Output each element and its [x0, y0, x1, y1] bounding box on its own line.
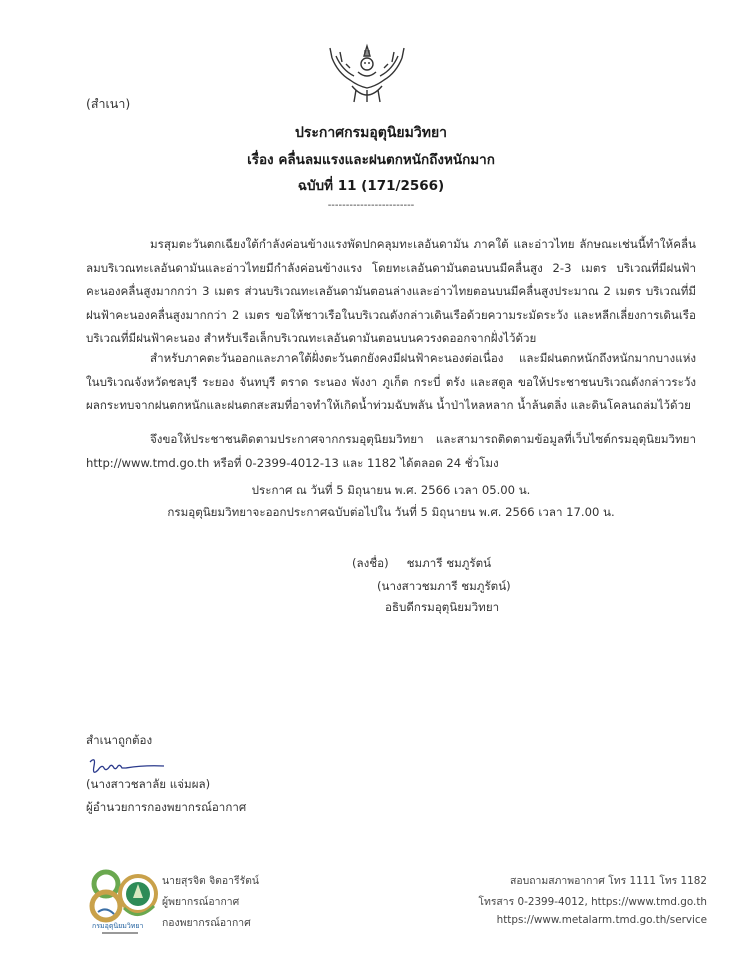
issue-number: ฉบับที่ 11 (171/2566) — [297, 178, 445, 194]
fax-and-website[interactable]: โทรสาร 0-2399-4012, https://www.tmd.go.th — [478, 896, 707, 908]
division-name: กองพยากรณ์อากาศ — [162, 917, 251, 929]
forecaster-name: นายสุรจิต จิตอารีรัตน์ — [162, 875, 260, 887]
signed-name: ชมภารี ชมภูรัตน์ — [406, 556, 492, 570]
paragraph-text: จึงขอให้ประชาชนติดตามประกาศจากกรมอุตุนิยมวิทยา และสามารถติดตามข้อมูลที่เว็บไซต์กรมอุตุนิยมวิทยา http://www.tmd.go.th หรือที่ 0-2399-4012-13 และ 1182 ได้ตลอด 24 ชั่วโมง — [86, 432, 696, 470]
announcement-title: ประกาศกรมอุตุนิยมวิทยา — [294, 125, 448, 141]
handwritten-signature-icon — [86, 756, 166, 778]
paragraph-wind-waves — [86, 233, 696, 351]
divider: ------------------------ — [327, 200, 415, 211]
certifier-name: (นางสาวชลาลัย แจ่มผล) — [86, 777, 211, 791]
garuda-emblem-icon — [312, 28, 422, 104]
paragraph-heavy-rain — [86, 347, 696, 418]
paragraph-follow-updates — [86, 428, 696, 475]
logo-text: กรมอุตุนิยมวิทยา — [92, 922, 144, 930]
signatory-full-name: (นางสาวชมภารี ชมภูรัตน์) — [377, 579, 511, 593]
certifier-position: ผู้อำนวยการกองพยากรณ์อากาศ — [86, 800, 247, 814]
paragraph-text: มรสุมตะวันตกเฉียงใต้กำลังค่อนข้างแรงพัดปกคลุมทะเลอันดามัน ภาคใต้ และอ่าวไทย ลักษณะเช่นนี้ทำให้คลื่นลมบริเวณทะเลอันดามันและอ่าวไทยมีกำลังค่อนข้างแรง โดยทะเลอันดามันตอนบนมีคลื่นสูง 2-3 เมตร บริเวณที่มีฝนฟ้าคะนองคลื่นสูงมากกว่า 3 เมตร ส่วนบริเวณทะเลอันดามันตอนล่างและอ่าวไทยตอนบนมีคลื่นสูงประมาณ 2 เมตร บริเวณที่มีฝนฟ้าคะนองคลื่นสูงมากกว่า 2 เมตร ขอให้ชาวเรือในบริเวณดังกล่าวเดินเรือด้วยความระมัดระวัง และหลีกเลี่ยงการเดินเรือบริเวณที่มีฝนฟ้าคะนอง สำหรับเรือเล็กบริเวณทะเลอันดามันตอนบนควรงดออกจากฝั่งไว้ด้วย — [86, 237, 696, 345]
forecaster-role: ผู้พยากรณ์อากาศ — [162, 896, 240, 908]
announcement-subject: เรื่อง คลื่นลมแรงและฝนตกหนักถึงหนักมาก — [247, 152, 495, 168]
signature-line — [352, 555, 491, 573]
next-issue-date: กรมอุตุนิยมวิทยาจะออกประกาศฉบับต่อไปใน วันที่ 5 มิถุนายน พ.ศ. 2566 เวลา 17.00 น. — [167, 505, 615, 519]
paragraph-text: สำหรับภาคตะวันออกและภาคใต้ฝั่งตะวันตกยังคงมีฝนฟ้าคะนองต่อเนื่อง และมีฝนตกหนักถึงหนักมากบางแห่งในบริเวณจังหวัดชลบุรี ระยอง จันทบุรี ตราด ระนอง พังงา ภูเก็ต กระบี่ ตรัง และสตูล ขอให้ประชาชนบริเวณดังกล่าวระวังผลกระทบจากฝนตกหนักและฝนตกสะสมที่อาจทำให้เกิดน้ำท่วมฉับพลัน น้ำป่าไหลหลาก น้ำล้นตลิ่ง และดินโคลนถล่มไว้ด้วย — [86, 351, 696, 412]
signature-label: (ลงชื่อ) — [352, 556, 389, 570]
tmd-80-anniversary-logo-icon — [88, 866, 168, 938]
announced-date: ประกาศ ณ วันที่ 5 มิถุนายน พ.ศ. 2566 เวลา 05.00 น. — [251, 483, 531, 497]
certified-copy-label: สำเนาถูกต้อง — [86, 733, 153, 747]
service-url-link[interactable]: https://www.metalarm.tmd.go.th/service — [496, 914, 707, 926]
signatory-position: อธิบดีกรมอุตุนิยมวิทยา — [385, 600, 500, 614]
weather-hotline: สอบถามสภาพอากาศ โทร 1111 โทร 1182 — [510, 875, 707, 887]
copy-mark: (สำเนา) — [86, 96, 131, 111]
